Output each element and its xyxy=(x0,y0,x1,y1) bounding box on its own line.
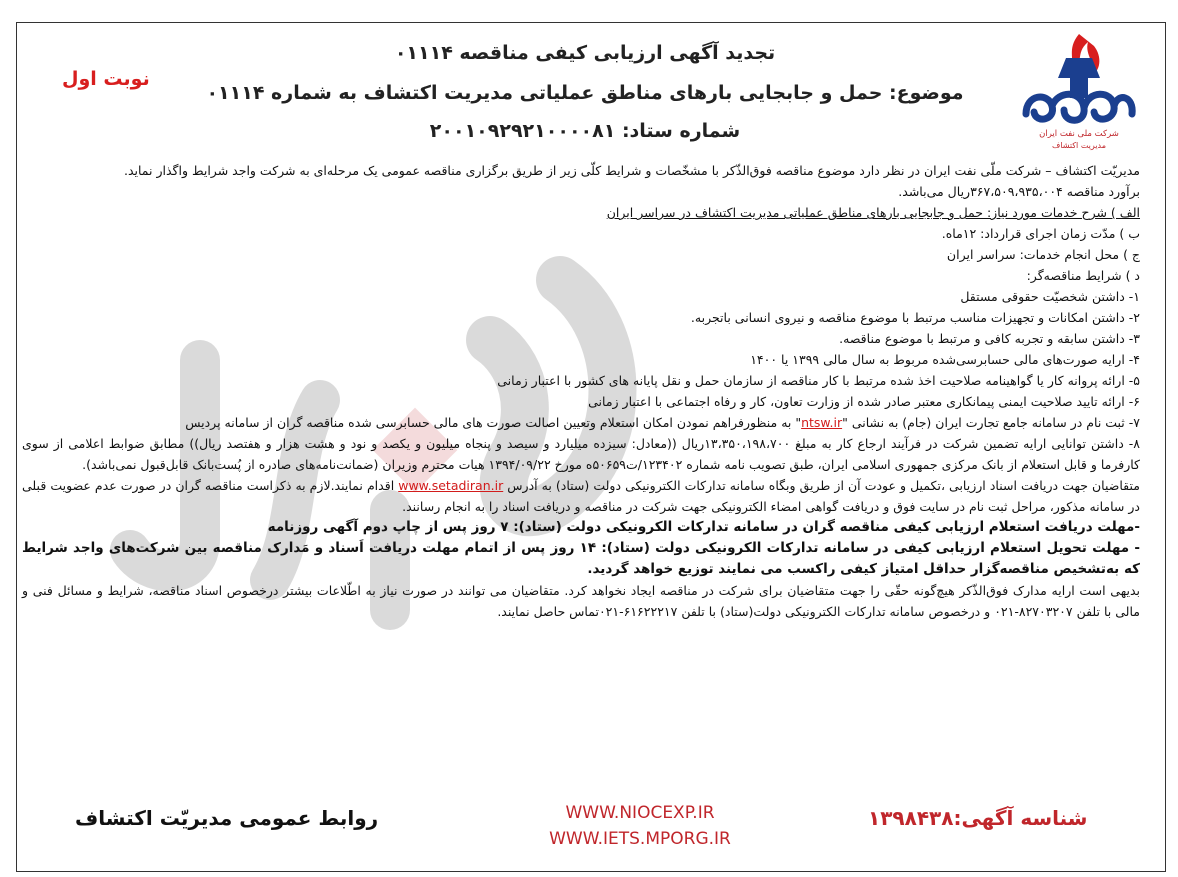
intro-text: مدیریّت اکتشاف – شرکت ملّی نفت ایران در نظر دارد موضوع مناقصه فوق‌الذّکر با مشخّصات و شرایط کلّی زیر از طریق برگزاری مناقصه عمومی یک مرحله‌ای به شرکت واجد شرایط واگذار نماید. xyxy=(123,163,1140,178)
condition-4: ۴- ارایه صورت‌های مالی حسابرسی‌شده مربوط به سال مالی ۱۳۹۹ یا ۱۴۰۰ xyxy=(750,352,1140,367)
condition-6: ۶- ارائه تایید صلاحیت ایمنی پیمانکاری معتبر صادر شده از وزارت تعاون، کار و رفاه اجتماعی با اعتبار زمانی xyxy=(588,394,1140,409)
applicants-text xyxy=(22,475,1140,517)
item-d: د ) شرایط مناقصه‌گر: xyxy=(1026,268,1140,283)
round-label: نوبت اول xyxy=(62,68,150,90)
ntsw-link[interactable]: ntsw.ir xyxy=(801,415,843,430)
deadline-receive: -مهلت دریافت استعلام ارزیابی کیفی مناقصه گران در سامانه تدارکات الکرونیکی دولت (ستاد): ۷ روز پس از چاپ دوم آگهی روزنامه xyxy=(267,519,1140,535)
iets-url[interactable]: WWW.IETS.MPORG.IR xyxy=(549,829,731,849)
condition-7-end: " به منظورفراهم نمودن امکان استعلام وتعیین اصالت صورت های مالی حسابرسی شده مناقصه گران از سامانه پردیس xyxy=(185,415,802,430)
applicants-end: اقدام نمایند.لازم به ذکراست مناقصه گران در صورت عدم عضویت قبلی در سامانه مذکور، مراحل ثبت نام در سایت فوق و دریافت گواهی امضاء الکترونیکی جهت شرکت در مناقصه و دریافت اسناد را به انجام رسانند. xyxy=(22,478,1140,514)
condition-7 xyxy=(22,412,1140,433)
deadline-deliver: - مهلت تحویل استعلام ارزیابی کیفی در سامانه تدارکات الکرونیکی دولت (ستاد): ۱۴ روز پس از اتمام مهلت دریافت اَسناد و مَدارک مناقصه بین شرکت‌های واجد شرایط که به‌تشخیص مناقصه‌گزار حداقل امتیاز کیفی راکسب می نمایند توزیع خواهد گردید. xyxy=(22,540,1140,577)
public-relations-signature: روابط عمومی مدیریّت اکتشاف xyxy=(75,806,379,830)
niocexp-url[interactable]: WWW.NIOCEXP.IR xyxy=(565,803,715,823)
ad-title: تجدید آگهی ارزیابی کیفی مناقصه ۰۱۱۱۴ xyxy=(394,42,776,64)
condition-3: ۳- داشتن سابقه و تجربه کافی و مرتبط با موضوع مناقصه. xyxy=(839,331,1140,346)
condition-7-start: ۷- ثبت نام در سامانه جامع تجارت ایران (جام) به نشانی " xyxy=(842,415,1140,430)
item-a: الف ) شرح خدمات مورد نیاز: حمل و جابجایی بارهای مناطق عملیاتی مدیریت اکتشاف در سراسر ایران xyxy=(606,205,1140,220)
estimate-text: برآورد مناقصه ۳۶۷،۵۰۹،۹۳۵،۰۰۴ریال می‌باشد. xyxy=(898,184,1140,199)
condition-5: ۵- ارائه پروانه کار یا گواهینامه صلاحیت اخذ شده مرتبط با کار مناقصه از سازمان حمل و نقل پایانه های کشور با اعتبار زمانی xyxy=(497,373,1140,388)
applicants-start: متقاضیان جهت دریافت اسناد ارزیابی ،تکمیل و عودت آن از طریق وبگاه سامانه تدارکات الکترونیکی دولت (ستاد) به آدرس xyxy=(507,478,1140,493)
ad-id: شناسه آگهی:۱۳۹۸۴۳۸ xyxy=(868,806,1088,830)
logo-subtext: مدیریت اکتشاف xyxy=(1051,141,1107,150)
logo-text: شرکت ملی نفت ایران xyxy=(1039,129,1119,139)
condition-8: ۸- داشتن توانایی ارایه تضمین شرکت در فرآیند ارجاع کار به مبلغ ۱۳،۳۵۰،۱۹۸،۷۰۰ریال ((معادل: سیزده میلیارد و سیصد و پنجاه میلیون و یکصد و نود و هشت هزار و هفتصد ریال)) مطابق ضوابط اعلامی از سوی کارفرما و قابل استعلام از بانک مرکزی جمهوری اسلامی ایران، طبق تصویب نامه شماره ۱۲۳۴۰۲/ت۵۰۶۵۹ه مورخ ۱۳۹۴/۰۹/۲۲ هیات محترم وزیران (ضمانت‌نامه‌های صادره از پُست‌بانک قابل‌قبول نمی‌باشد). xyxy=(22,436,1140,472)
condition-2: ۲- داشتن امکانات و تجهیزات مناسب مرتبط با موضوع مناقصه و نیروی انسانی باتجربه. xyxy=(690,310,1140,325)
closing-text: بدیهی است ارایه مدارک فوق‌الذّکر هیچ‌گونه حقّی را جهت متقاضیان برای شرکت در مناقصه ایجاد نخواهد کرد. متقاضیان می توانند در صورت نیاز به اطّلاعات بیشتر درخصوص اسناد مناقصه، شرایط و مسائل فنی و مالی با تلفن ۸۲۷۰۳۲۰۷-۰۲۱ و درخصوص سامانه تدارکات الکترونیکی دولت(ستاد) با تلفن ۶۱۶۲۲۲۱۷-۰۲۱تماس حاصل نمایند. xyxy=(22,583,1140,619)
item-c: ج ) محل انجام خدمات: سراسر ایران xyxy=(946,247,1140,262)
ad-body xyxy=(22,160,1140,622)
condition-1: ۱- داشتن شخصیّت حقوقی مستقل xyxy=(960,289,1140,304)
setadiran-link[interactable]: www.setadiran.ir xyxy=(398,478,504,493)
footer-urls xyxy=(520,800,760,852)
item-b: ب ) مدّت زمان اجرای قرارداد: ۱۲ماه. xyxy=(941,226,1140,241)
ad-subject: موضوع: حمل و جابجایی بارهای مناطق عملیاتی مدیریت اکتشاف به شماره ۰۱۱۱۴ xyxy=(206,82,964,104)
setad-number: شماره ستاد: ۲۰۰۱۰۹۲۹۲۱۰۰۰۰۸۱ xyxy=(429,120,741,142)
nioc-logo xyxy=(1018,28,1140,156)
